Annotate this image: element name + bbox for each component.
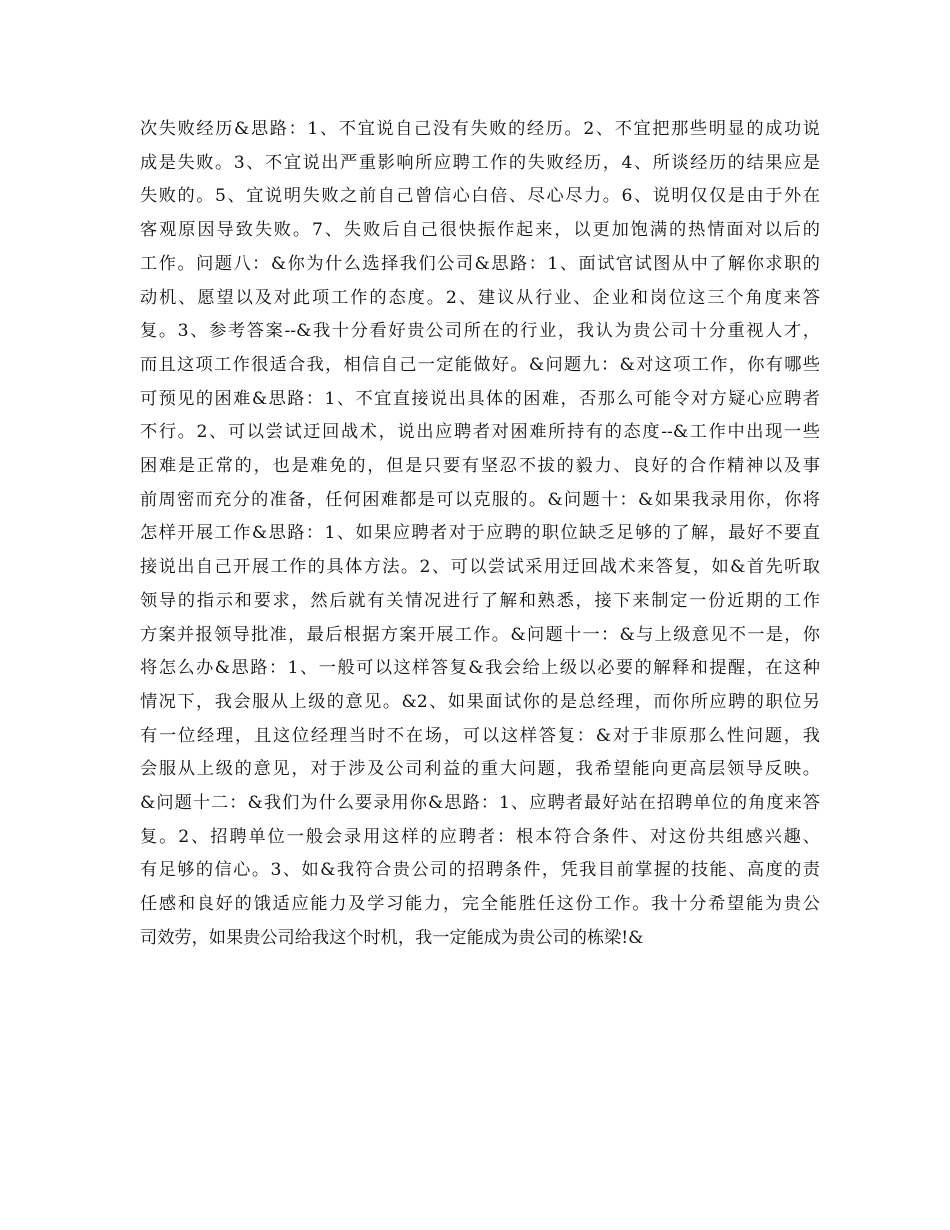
document-body-text xyxy=(140,113,820,956)
text-line: 次失败经历&思路：1、不宜说自己没有失败的经历。2、不宜把那些明显的成功说 xyxy=(140,119,820,139)
text-line: 可预见的困难&思路：1、不宜直接说出具体的困难，否那么可能令对方疑心应聘者 xyxy=(140,388,820,409)
text-line: 不行。2、可以尝试迂回战术，说出应聘者对困难所持有的态度--&工作中出现一些 xyxy=(140,422,820,443)
text-line: 任感和良好的饿适应能力及学习能力，完全能胜任这份工作。我十分希望能为贵公 xyxy=(140,894,820,915)
text-line: 复。3、参考答案--&我十分看好贵公司所在的行业，我认为贵公司十分重视人才， xyxy=(140,321,820,342)
text-line: 动机、愿望以及对此项工作的态度。2、建议从行业、企业和岗位这三个角度来答 xyxy=(140,287,820,308)
text-line: 失败的。5、宜说明失败之前自己曾信心白倍、尽心尽力。6、说明仅仅是由于外在 xyxy=(140,186,820,207)
text-line: 怎样开展工作&思路：1、如果应聘者对于应聘的职位缺乏足够的了解，最好不要直 xyxy=(140,523,820,544)
text-line: 接说出自己开展工作的具体方法。2、可以尝试采用迂回战术来答复，如&首先听取 xyxy=(140,557,820,578)
text-line: 前周密而充分的准备，任何困难都是可以克服的。&问题十：&如果我录用你，你将 xyxy=(140,489,820,510)
text-line: 困难是正常的，也是难免的，但是只要有坚忍不拔的毅力、良好的合作精神以及事 xyxy=(140,456,820,477)
text-line: 情况下，我会服从上级的意见。&2、如果面试你的是总经理，而你所应聘的职位另 xyxy=(140,691,820,712)
text-line: 会服从上级的意见，对于涉及公司利益的重大问题，我希望能向更高层领导反映。 xyxy=(140,759,820,780)
text-line: 成是失败。3、不宜说出严重影响所应聘工作的失败经历，4、所谈经历的结果应是 xyxy=(140,152,820,173)
text-line: 方案并报领导批准，最后根据方案开展工作。&问题十一：&与上级意见不一是，你 xyxy=(140,624,820,645)
text-line: 而且这项工作很适合我，相信自己一定能做好。&问题九：&对这项工作，你有哪些 xyxy=(140,354,820,375)
text-line: &问题十二：&我们为什么要录用你&思路：1、应聘者最好站在招聘单位的角度来答 xyxy=(140,793,820,814)
text-line: 工作。问题八：&你为什么选择我们公司&思路：1、面试官试图从中了解你求职的 xyxy=(140,253,820,274)
text-line: 领导的指示和要求，然后就有关情况进行了解和熟悉，接下来制定一份近期的工作 xyxy=(140,590,820,611)
text-line: 有一位经理，且这位经理当时不在场，可以这样答复：&对于非原那么性问题，我 xyxy=(140,725,820,746)
text-line: 有足够的信心。3、如&我符合贵公司的招聘条件，凭我目前掌握的技能、高度的责 xyxy=(140,860,820,881)
text-line: 客观原因导致失败。7、失败后自己很快振作起来，以更加饱满的热情面对以后的 xyxy=(140,220,820,241)
text-line: 司效劳，如果贵公司给我这个时机，我一定能成为贵公司的栋梁!& xyxy=(140,927,644,948)
text-line: 复。2、招聘单位一般会录用这样的应聘者：根本符合条件、对这份共组感兴趣、 xyxy=(140,826,820,847)
text-line: 将怎么办&思路：1、一般可以这样答复&我会给上级以必要的解释和提醒，在这种 xyxy=(140,658,820,679)
